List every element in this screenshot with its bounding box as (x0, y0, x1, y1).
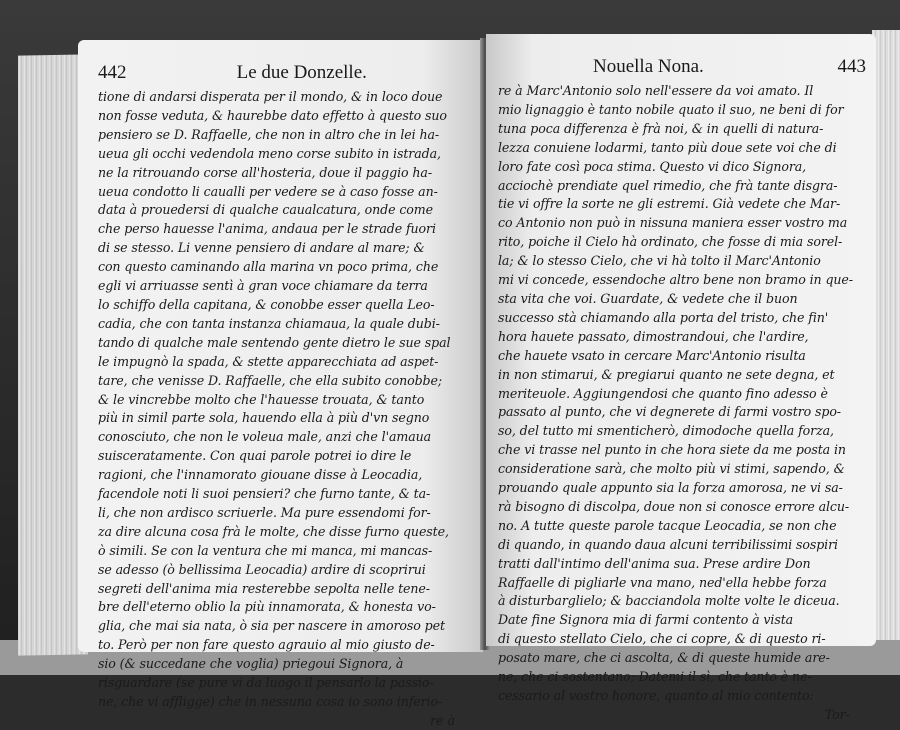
text-line: rito, poiche il Cielo hà ordinato, che fosse di mia sorel- (498, 234, 843, 250)
text-line: to. Però per non fare questo agrauio al mio giusto de- (98, 637, 435, 653)
text-line: le impugnò la spada, & stette apparecchiata ad aspet- (98, 353, 439, 369)
text-line: in non stimarui, & pregiarui quanto ne sete degna, et (498, 366, 835, 382)
right-page (486, 34, 876, 722)
text-line: ne, che vi affligge) che in nessuna cosa io sono inferio- (98, 694, 443, 709)
text-line: lo schiffo della capitana, & conobbe esser quella Leo- (98, 296, 435, 312)
text-line: risguardare (se pure vi da luogo il pensarlo la passio- (98, 675, 434, 691)
text-line: & le vincrebbe molto che l'hauesse trouata, & tanto (98, 391, 425, 407)
right-page-body (498, 82, 866, 706)
text-line: consideratione sarà, che molto più vi stimi, sapendo, & (498, 461, 845, 477)
text-line: tratti dall'intimo dell'anima sua. Prese ardire Don (498, 555, 811, 571)
text-line: prouando quale appunto sia la forza amorosa, ne vi sa- (498, 480, 843, 496)
text-line: za dire alcuna cosa frà le molte, che disse furno queste, (98, 523, 449, 539)
text-line: di se stesso. Li venne pensiero di andare al mare; & (98, 240, 425, 256)
text-line: tando di qualche male sentendo gente dietro le sue spal (98, 334, 451, 350)
text-line: conosciuto, che non le voleua male, anzi che l'amaua (98, 429, 432, 445)
text-line: li, che non ardisco scriuerle. Ma pure essendomi for- (98, 504, 431, 520)
text-line: che perso hauesse l'anima, andaua per le strade fuori (98, 221, 436, 237)
text-line: re à Marc'Antonio solo nell'essere da voi amato. Il (498, 83, 814, 98)
right-page-header (498, 56, 866, 78)
text-line: ragioni, che l'innamorato giouane disse à Leocadia, (98, 467, 423, 483)
text-line: no. A tutte queste parole tacque Leocadia, se non che (498, 517, 837, 533)
text-line: pensiero se D. Raffaelle, che non in altro che in lei ha- (98, 126, 440, 142)
book-page-edges-right (872, 30, 900, 640)
text-line: mio lignaggio è tanto nobile quato il suo, ne beni di for (498, 101, 844, 117)
text-line: sta vita che voi. Guardate, & vedete che il buon (498, 290, 798, 306)
text-line: Date fine Signora mia di farmi contento à vista (498, 612, 794, 628)
text-line: facendole noti li suoi pensieri? che furno tante, & ta- (98, 486, 431, 502)
text-line: cadia, che con tanta instanza chiamaua, la quale dubi- (98, 315, 440, 331)
text-line: che hauete vsato in cercare Marc'Antonio risulta (498, 347, 806, 363)
text-line: sio (& succedane che voglia) priegoui Signora, à (98, 656, 404, 672)
text-line: tie vi offre la sorte ne gli estremi. Già vedete che Mar- (498, 196, 841, 212)
text-line: la; & lo stesso Cielo, che vi hà tolto il Marc'Antonio (498, 253, 821, 269)
text-line: data à prouedersi di qualche caualcatura, onde come (98, 202, 433, 218)
right-running-title: Nouella Nona. (593, 56, 704, 77)
text-line: tare, che venisse D. Raffaelle, che ella subito conobbe; (98, 372, 442, 388)
text-line: ne, che ci sostentano; Datemi il sì, che tanto è ne- (498, 669, 812, 685)
text-line: successo stà chiamando alla porta del tristo, che fin' (498, 309, 829, 325)
left-page-number: 442 (98, 62, 127, 83)
text-line: se adesso (ò bellissima Leocadia) ardire di scoprirui (98, 561, 426, 577)
text-line: più in simil parte sola, hauendo ella à più d'vn segno (98, 410, 430, 426)
text-line: mi vi concede, essendoche altro bene non bramo in que- (498, 272, 853, 288)
text-line: lezza conuiene lodarmi, tanto più doue sete voi che di (498, 139, 837, 155)
text-line: egli vi arriuasse sentì à gran voce chiamare da terra (98, 278, 428, 294)
text-line: suisceratamente. Con quai parole potrei io dire le (98, 448, 412, 464)
text-line: meriteuole. Aggiungendosi che quanto fino adesso è (498, 385, 828, 401)
text-line: à disturbarglielo; & bacciandola molte volte le diceua. (498, 593, 840, 609)
text-line: ne la ritrouando corse all'hosteria, doue il paggio ha- (98, 164, 432, 180)
text-line: segreti dell'anima mia resterebbe sepolta nelle tene- (98, 580, 430, 596)
right-catchword: Tor- (824, 706, 850, 722)
text-line: hora hauete passato, dimostrandoui, che l'ardire, (498, 328, 809, 344)
text-line: ueua gli occhi vedendola meno corse subito in istrada, (98, 145, 441, 161)
text-line: ò simili. Se con la ventura che mi manca, mi mancas- (98, 542, 433, 558)
left-page-header (98, 62, 471, 84)
text-line: non fosse veduta, & haurebbe dato effetto à questo suo (98, 107, 447, 123)
left-page-body (98, 88, 471, 712)
text-line: di quando, in quando daua alcuni terribilissimi sospiri (498, 536, 838, 552)
text-line: rà bisogno di discolpa, doue non si conosce errore alcu- (498, 498, 850, 514)
left-page (78, 40, 483, 728)
right-page-number: 443 (837, 56, 866, 77)
text-line: che vi trasse nel punto in che hora siete da me posta in (498, 442, 846, 458)
text-line: Raffaelle di pigliarle vna mano, ned'ella hebbe forza (498, 574, 827, 590)
text-line: con questo caminando alla marina vn poco prima, che (98, 259, 439, 275)
text-line: bre dell'eterno oblio la più innamorata, & honesta vo- (98, 599, 436, 615)
text-line: ueua condotto li caualli per vedere se à caso fosse an- (98, 183, 438, 199)
text-line: loro fate così poca stima. Questo vi dico Signora, (498, 158, 807, 174)
text-line: tione di andarsi disperata per il mondo, & in loco doue (98, 89, 443, 104)
text-line: tuna poca differenza è frà noi, & in quelli di natura- (498, 120, 824, 136)
left-running-title: Le due Donzelle. (236, 62, 367, 83)
text-line: co Antonio non può in nissuna maniera esser vostro ma (498, 215, 848, 231)
text-line: cessario al vostro honore, quanto al mio contento: (498, 688, 814, 703)
text-line: di questo stellato Cielo, che ci copre, & di questo ri- (498, 631, 826, 647)
text-line: posato mare, che ci ascolta, & di queste humide are- (498, 650, 830, 666)
text-line: acciochè prendiate quel rimedio, che frà tante disgra- (498, 177, 838, 193)
text-line: passato al punto, che vi degnerete di farmi vostro spo- (498, 404, 841, 420)
left-catchword: re à (430, 712, 455, 728)
text-line: so, del tutto mi smenticherò, dimodoche quella forza, (498, 423, 834, 439)
text-line: glia, che mai sia nata, ò sia per nascere in amoroso pet (98, 618, 445, 634)
